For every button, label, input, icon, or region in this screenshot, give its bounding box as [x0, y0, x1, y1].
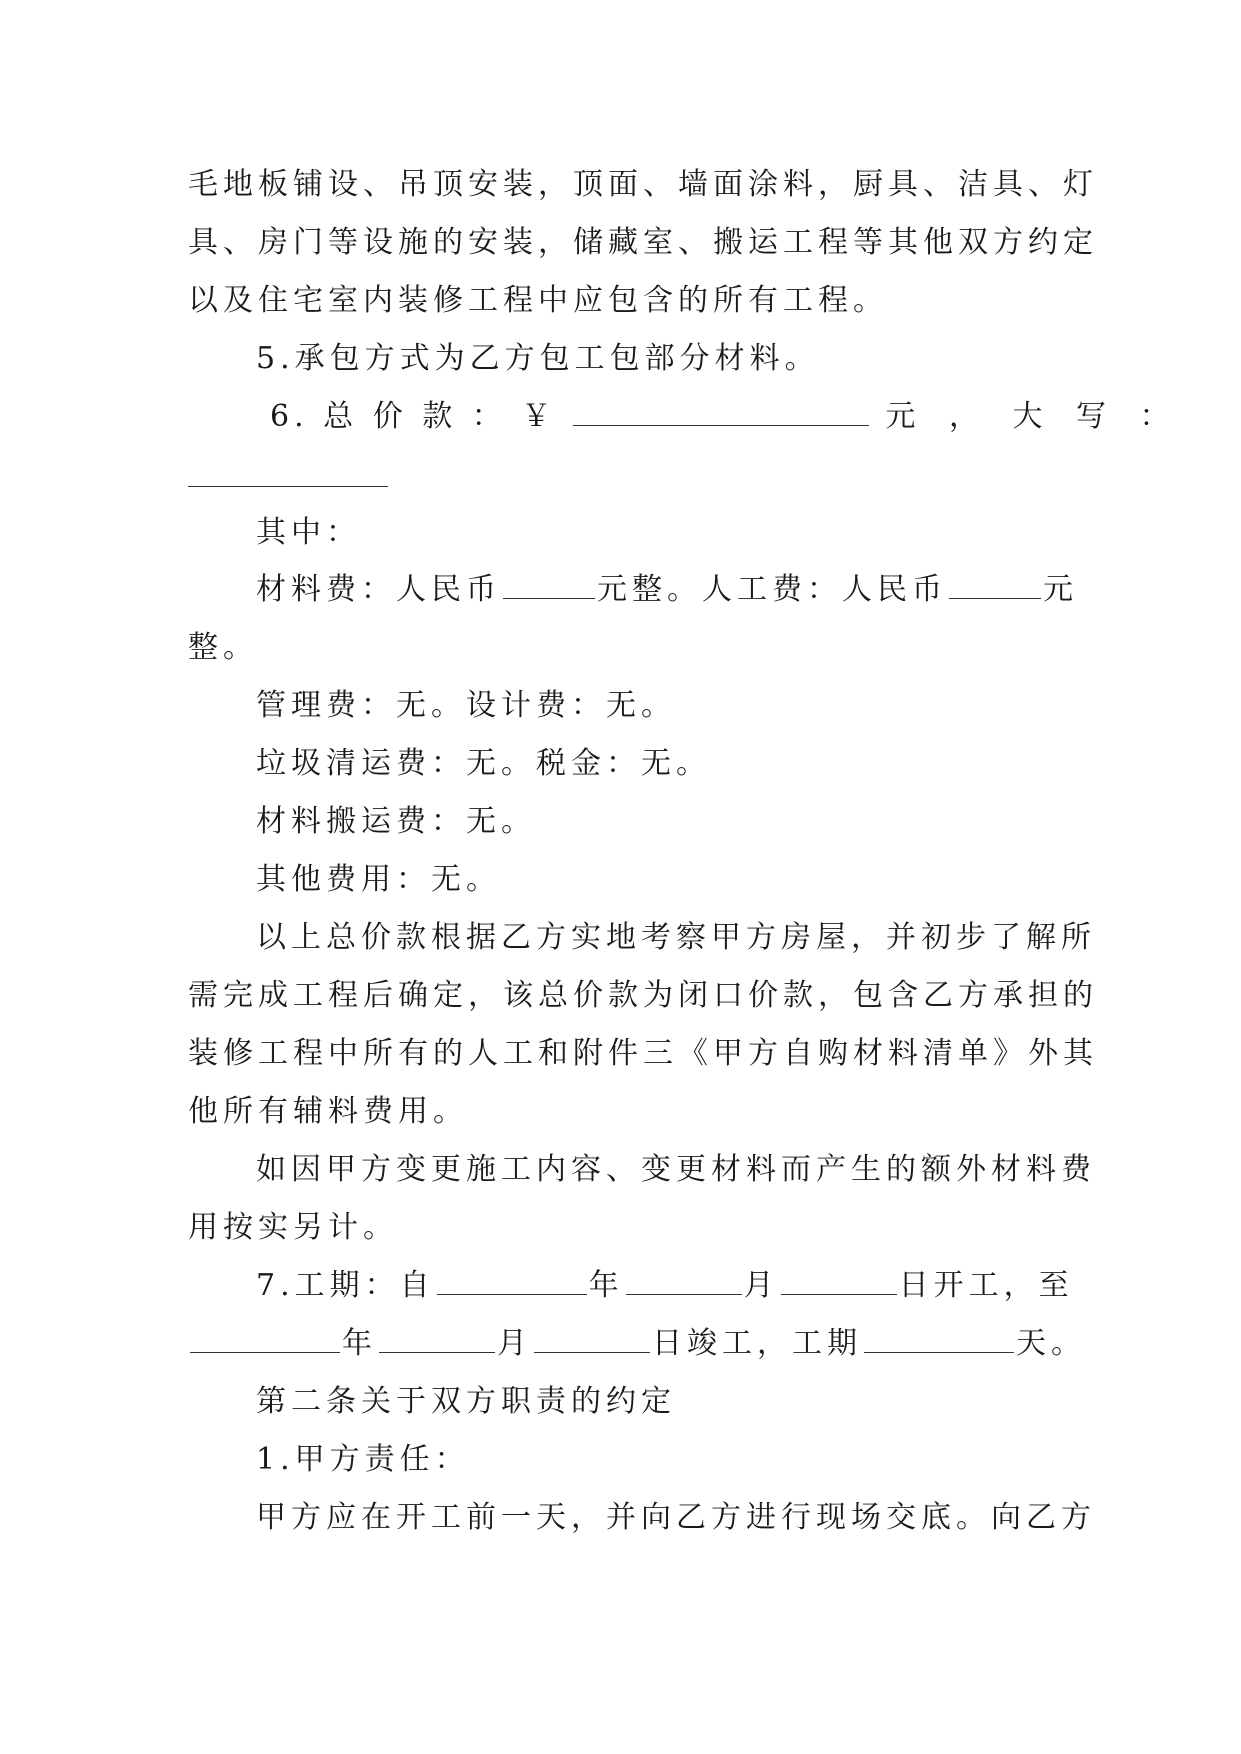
year-unit: 年	[342, 1326, 377, 1361]
paragraph-line: 以及住宅室内装修工程中应包含的所有工程。	[188, 283, 888, 318]
end-month-blank	[379, 1322, 495, 1353]
month-unit: 月	[743, 1268, 779, 1303]
labor-fee-label: 元整。人工费：人民币	[597, 572, 947, 607]
labor-fee-unit: 元	[1043, 572, 1078, 607]
month-unit: 月	[497, 1326, 532, 1361]
paragraph-line: 如因甲方变更施工内容、变更材料而产生的额外材料费	[256, 1152, 1096, 1187]
total-price-label: 6. 总 价 款 ： ￥	[270, 399, 557, 434]
paragraph-line: 需完成工程后确定，该总价款为闭口价款，包含乙方承担的	[188, 978, 1098, 1013]
material-fee-label: 材料费：人民币	[256, 572, 501, 607]
labor-fee-blank	[949, 568, 1041, 599]
capital-amount-blank	[188, 486, 388, 487]
start-year-blank	[437, 1264, 587, 1295]
paragraph-line: 具、房门等设施的安装，储藏室、搬运工程等其他双方约定	[188, 225, 1098, 260]
fee-line-waste-tax: 垃圾清运费：无。税金：无。	[256, 746, 711, 781]
schedule-start-line	[256, 1261, 1074, 1311]
total-price-capital-label: 元 ， 大 写 ：	[885, 399, 1182, 434]
fee-line-materials-labor	[256, 565, 1078, 615]
schedule-label: 7.工期：自	[256, 1268, 435, 1303]
end-day-blank	[534, 1322, 650, 1353]
paragraph-line: 装修工程中所有的人工和附件三《甲方自购材料清单》外其	[188, 1036, 1098, 1071]
start-day-unit: 日开工，至	[898, 1268, 1074, 1303]
contract-method-line: 5.承包方式为乙方包工包部分材料。	[256, 341, 820, 376]
end-year-blank	[190, 1322, 340, 1353]
paragraph-line: 整。	[188, 630, 258, 665]
paragraph-line: 甲方应在开工前一天，并向乙方进行现场交底。向乙方	[256, 1500, 1096, 1535]
duration-days-blank	[864, 1322, 1014, 1353]
material-fee-blank	[503, 568, 595, 599]
fee-line-other: 其他费用：无。	[256, 862, 501, 897]
paragraph-line: 毛地板铺设、吊顶安装，顶面、墙面涂料，厨具、洁具、灯	[188, 167, 1098, 202]
year-unit: 年	[588, 1268, 624, 1303]
schedule-end-line	[188, 1319, 1086, 1369]
total-price-line	[270, 392, 1182, 442]
section-heading: 第二条关于双方职责的约定	[256, 1384, 676, 1419]
start-month-blank	[626, 1264, 742, 1295]
fee-line-management-design: 管理费：无。设计费：无。	[256, 688, 676, 723]
subsection-heading: 1.甲方责任：	[256, 1442, 470, 1477]
paragraph-line: 用按实另计。	[188, 1210, 398, 1245]
end-day-unit: 日竣工，工期	[652, 1326, 862, 1361]
paragraph-line: 他所有辅料费用。	[188, 1094, 468, 1129]
start-day-blank	[781, 1264, 897, 1295]
total-price-amount-blank	[573, 395, 869, 426]
fee-line-transport: 材料搬运费：无。	[256, 804, 536, 839]
days-unit: 天。	[1016, 1326, 1086, 1361]
paragraph-line: 以上总价款根据乙方实地考察甲方房屋，并初步了解所	[256, 920, 1096, 955]
breakdown-heading: 其中：	[256, 515, 361, 550]
